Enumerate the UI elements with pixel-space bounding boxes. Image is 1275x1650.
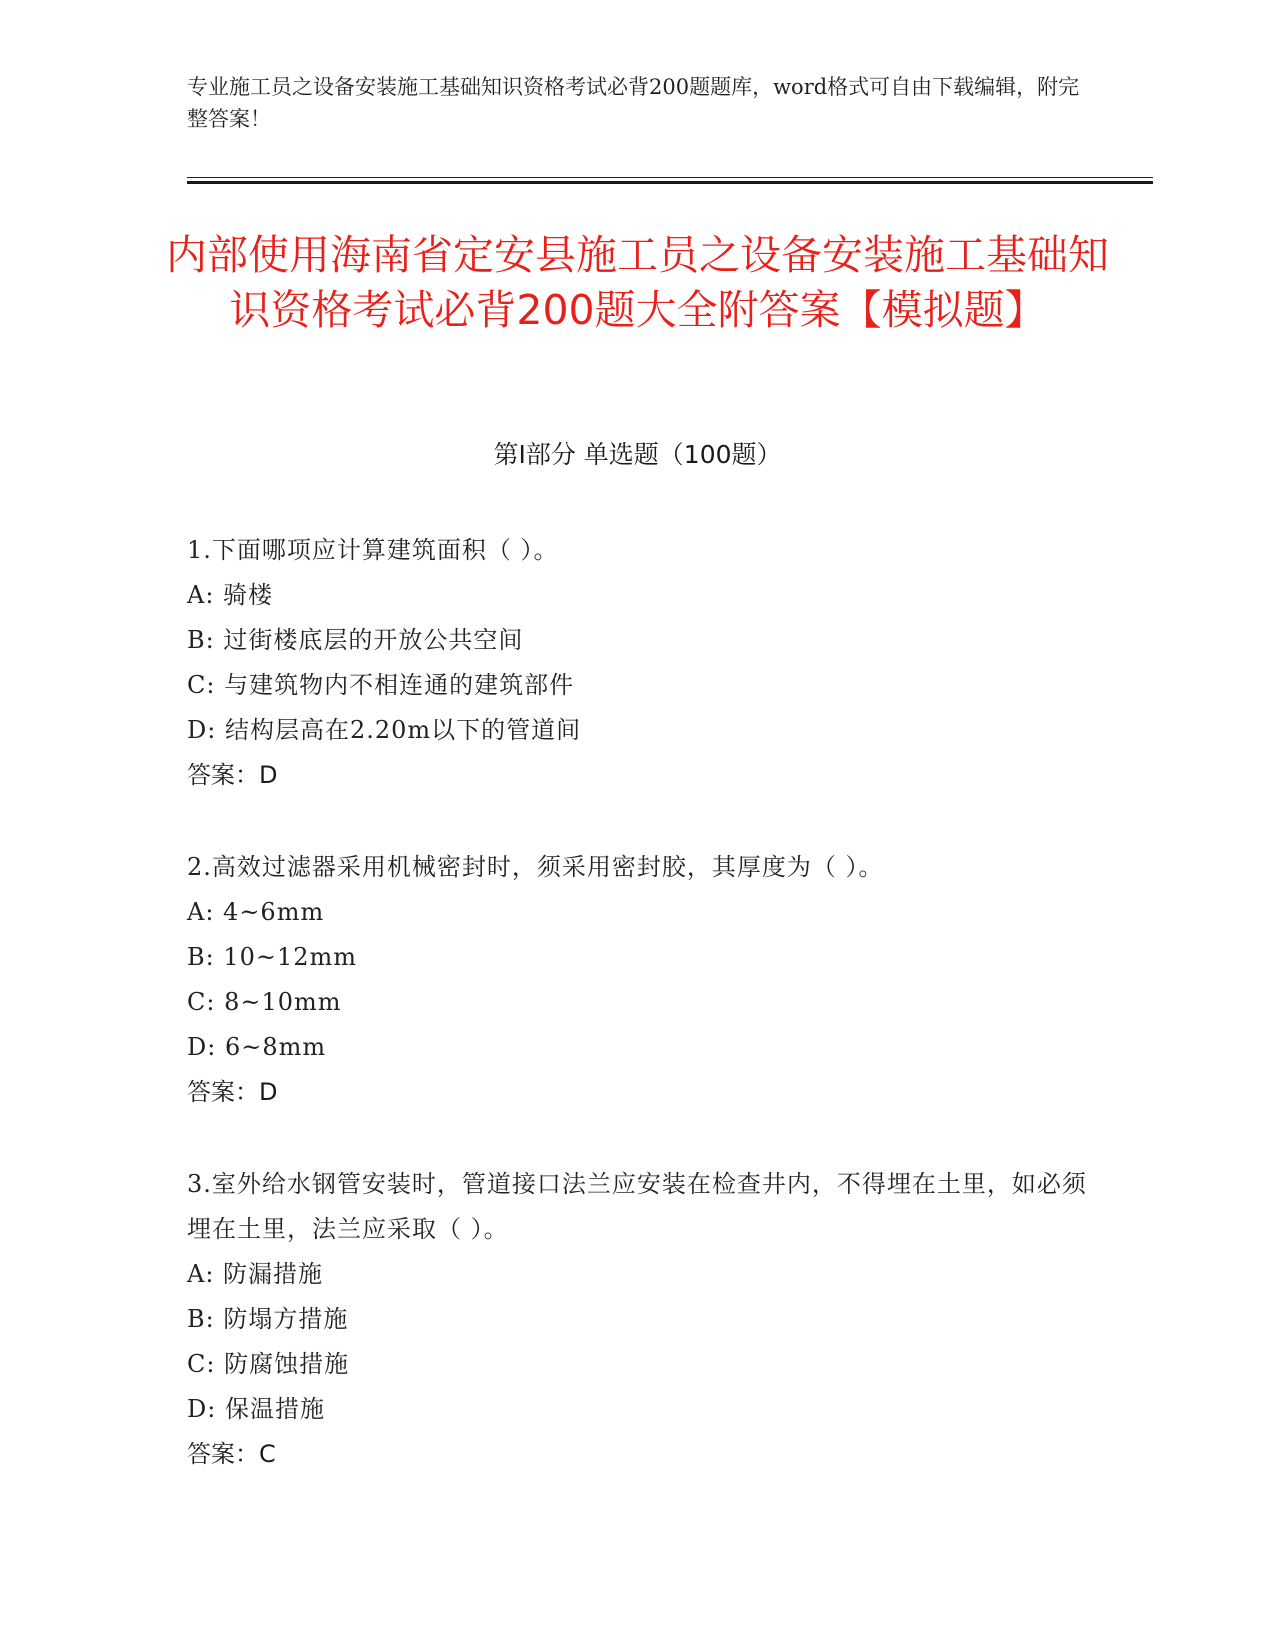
option-d: D: 保温措施 [187,1395,325,1423]
question-list [187,528,1087,1477]
option-a: A: 骑楼 [187,581,274,609]
section-title: 第I部分 单选题（100题） [493,440,782,469]
header-note: 专业施工员之设备安装施工基础知识资格考试必背200题题库，word格式可自由下载编辑，附完整答案！ [187,75,1080,131]
question-stem: 1.下面哪项应计算建筑面积（ ）。 [187,536,559,564]
question-2 [187,845,1087,1115]
question-1 [187,528,1087,798]
question-stem: 3.室外给水钢管安装时，管道接口法兰应安装在检查井内，不得埋在土里，如必须埋在土里，法兰应采取（ ）。 [187,1170,1087,1243]
answer: 答案：D [187,1078,278,1106]
option-b: B: 防塌方措施 [187,1305,349,1333]
option-d: D: 6~8mm [187,1033,327,1061]
question-stem: 2.高效过滤器采用机械密封时，须采用密封胶，其厚度为（ ）。 [187,853,884,881]
question-3 [187,1162,1087,1477]
option-c: C: 与建筑物内不相连通的建筑部件 [187,671,575,699]
option-c: C: 防腐蚀措施 [187,1350,350,1378]
option-d: D: 结构层高在2.20m以下的管道间 [187,716,582,744]
option-a: A: 防漏措施 [187,1260,324,1288]
document-title: 内部使用海南省定安县施工员之设备安装施工基础知识资格考试必背200题大全附答案【模拟题】 [166,231,1109,334]
option-c: C: 8~10mm [187,988,342,1016]
option-b: B: 10~12mm [187,943,358,971]
question-spacer [187,1115,1087,1162]
header-rule-thin [187,177,1153,178]
header-rule-thick [187,181,1153,184]
option-b: B: 过街楼底层的开放公共空间 [187,626,524,654]
answer: 答案：D [187,761,278,789]
option-a: A: 4~6mm [187,898,325,926]
question-spacer [187,798,1087,845]
answer: 答案：C [187,1440,276,1468]
